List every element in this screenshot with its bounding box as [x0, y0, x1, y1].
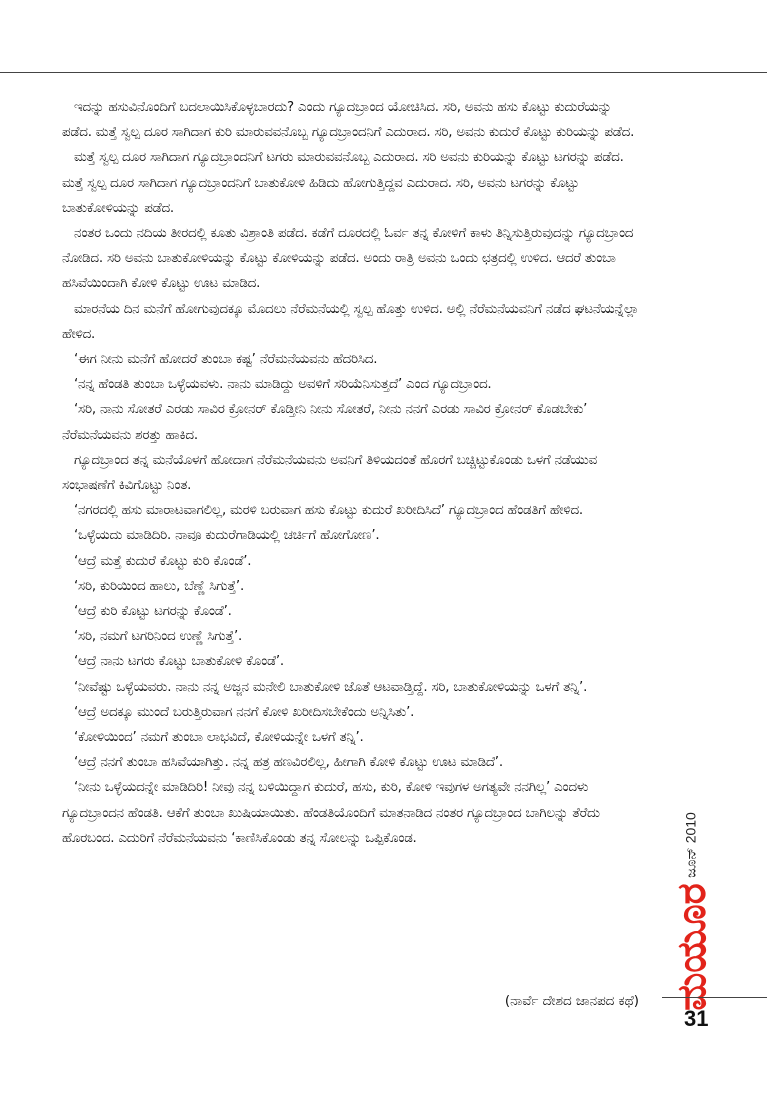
paragraph: ನಂತರ ಒಂದು ನದಿಯ ತೀರದಲ್ಲಿ ಕೂತು ವಿಶ್ರಾಂತಿ ಪಡೆದ. ಕಡೆಗೆ ದೂರದಲ್ಲಿ ಓರ್ವ ತನ್ನ ಕೋಳಿಗೆ ಕಾಳು ತಿನ್ನಿಸುತ್ತಿರುವುದನ್ನು ಗ್ಯೂದಬ್ರಾಂದ ನೋಡಿದ. ಸರಿ ಅವನು ಬಾತುಕೋಳಿಯನ್ನು ಕೊಟ್ಟು ಕೋಳಿಯನ್ನು ಪಡೆದ. ಅಂದು ರಾತ್ರಿ ಅವನು ಒಂದು ಛತ್ರದಲ್ಲಿ ಉಳಿದ. ಆದರೆ ತುಂಬಾ ಹಸಿವೆಯಿಂದಾಗಿ ಕೋಳಿ ಕೊಟ್ಟು ಊಟ ಮಾಡಿದ.	[62, 226, 634, 292]
issue-date-text: ಜೂನ್ 2010	[682, 812, 699, 878]
paragraph: ಮಾರನೆಯ ದಿನ ಮನೆಗೆ ಹೋಗುವುದಕ್ಕೂ ಮೊದಲು ನೆರೆಮನೆಯಲ್ಲಿ ಸ್ವಲ್ಪ ಹೊತ್ತು ಉಳಿದ. ಅಲ್ಲಿ ನೆರೆಮನೆಯವನಿಗೆ ನಡೆದ ಘಟನೆಯನ್ನೆಲ್ಲಾ ಹೇಳಿದ.	[62, 301, 639, 342]
paragraph: ಮತ್ತೆ ಸ್ವಲ್ಪ ದೂರ ಸಾಗಿದಾಗ ಗ್ಯೂದಬ್ರಾಂದನಿಗೆ ಟಗರು ಮಾರುವವನೊಬ್ಬ ಎದುರಾದ. ಸರಿ ಅವನು ಕುರಿಯನ್ನು ಕೊಟ್ಟು ಟಗರನ್ನು ಪಡೆದ. ಮತ್ತೆ ಸ್ವಲ್ಪ ದೂರ ಸಾಗಿದಾಗ ಗ್ಯೂದಬ್ರಾಂದನಿಗೆ ಬಾತುಕೋಳಿ ಹಿಡಿದು ಹೋಗುತ್ತಿದ್ದವ ಎದುರಾದ. ಸರಿ, ಅವನು ಟಗರನ್ನು ಕೊಟ್ಟು ಬಾತುಕೋಳಿಯನ್ನು ಪಡೆದ.	[62, 150, 624, 216]
paragraph: ಇದನ್ನು ಹಸುವಿನೊಂದಿಗೆ ಬದಲಾಯಿಸಿಕೊಳ್ಳಬಾರದು? ಎಂದು ಗ್ಯೂದಬ್ರಾಂದ ಯೋಚಿಸಿದ. ಸರಿ, ಅವನು ಹಸು ಕೊಟ್ಟು ಕುದುರೆಯನ್ನು ಪಡೆದ. ಮತ್ತೆ ಸ್ವಲ್ಪ ದೂರ ಸಾಗಿದಾಗ ಕುರಿ ಮಾರುವವನೊಬ್ಬ ಗ್ಯೂದಬ್ರಾಂದನಿಗೆ ಎದುರಾದ. ಸರಿ, ಅವನು ಕುದುರೆ ಕೊಟ್ಟು ಕುರಿಯನ್ನು ಪಡೆದ.	[62, 100, 635, 141]
issue-date	[676, 800, 706, 890]
page-number: 31	[684, 1006, 709, 1031]
paragraph: ‘ನೀವೆಷ್ಟು ಒಳ್ಳೆಯವರು. ನಾನು ನನ್ನ ಅಜ್ಜನ ಮನೇಲಿ ಬಾತುಕೋಳಿ ಜೊತೆ ಆಟವಾಡ್ತಿದ್ದೆ. ಸರಿ, ಬಾತುಕೋಳಿಯನ್ನು ಒಳಗೆ ತನ್ನಿ’.	[74, 679, 588, 695]
paragraph: ‘ಆದ್ರೆ ಕುರಿ ಕೊಟ್ಟು ಟಗರನ್ನು ಕೊಂಡೆ’.	[74, 604, 232, 620]
paragraph: ‘ಆದ್ರೆ ನನಗೆ ತುಂಬಾ ಹಸಿವೆಯಾಗಿತ್ತು. ನನ್ನ ಹತ್ರ ಹಣವಿರಲಿಲ್ಲ, ಹೀಗಾಗಿ ಕೋಳಿ ಕೊಟ್ಟು ಊಟ ಮಾಡಿದೆ’.	[74, 755, 503, 771]
top-rule	[0, 72, 767, 73]
paragraph: ‘ನಗರದಲ್ಲಿ ಹಸು ಮಾರಾಟವಾಗಲಿಲ್ಲ, ಮರಳಿ ಬರುವಾಗ ಹಸು ಕೊಟ್ಟು ಕುದುರೆ ಖರೀದಿಸಿದೆ’ ಗ್ಯೂದಬ್ರಾಂದ ಹೆಂಡತಿಗೆ ಹೇಳಿದ.	[74, 503, 583, 519]
paragraph: ‘ಆದ್ರೆ ಮತ್ತೆ ಕುದುರೆ ಕೊಟ್ಟು ಕುರಿ ಕೊಂಡೆ’.	[74, 553, 252, 569]
paragraph: ‘ಸರಿ, ನಾನು ಸೋತರೆ ಎರಡು ಸಾವಿರ ಕ್ರೋನರ್ ಕೊಡ್ತೀನಿ ನೀನು ಸೋತರೆ, ನೀನು ನನಗೆ ಎರಡು ಸಾವಿರ ಕ್ರೋನರ್ ಕೊಡಬೇಕು’ ನೆರೆಮನೆಯವನು ಶರತ್ತು ಹಾಕಿದ.	[62, 402, 588, 443]
paragraph: ‘ಸರಿ, ನಮಗೆ ಟಗರಿನಿಂದ ಉಣ್ಣೆ ಸಿಗುತ್ತೆ’.	[74, 629, 243, 645]
magazine-logo-text: ಮಯೂರ	[669, 883, 715, 1011]
paragraph: ‘ನೀನು ಒಳ್ಳೆಯದನ್ನೇ ಮಾಡಿದಿರಿ! ನೀವು ನನ್ನ ಬಳಿಯಿದ್ದಾಗ ಕುದುರೆ, ಹಸು, ಕುರಿ, ಕೋಳಿ ಇವುಗಳ ಅಗತ್ಯವೇ ನನಗಿಲ್ಲ’ ಎಂದಳು ಗ್ಯೂದಬ್ರಾಂದನ ಹೆಂಡತಿ. ಆಕೆಗೆ ತುಂಬಾ ಖುಷಿಯಾಯಿತು. ಹೆಂಡತಿಯೊಂದಿಗೆ ಮಾತನಾಡಿದ ನಂತರ ಗ್ಯೂದಬ್ರಾಂದ ಬಾಗಿಲನ್ನು ತೆರೆದು ಹೊರಬಂದ. ಎದುರಿಗೆ ನೆರೆಮನೆಯವನು ‘ಕಾಣಿಸಿಕೊಂಡು ತನ್ನ ಸೋಲನ್ನು ಒಪ್ಪಿಕೊಂಡ.	[62, 780, 600, 846]
paragraph: ‘ಈಗ ನೀನು ಮನೆಗೆ ಹೋದರೆ ತುಂಬಾ ಕಷ್ಟ’ ನೆರೆಮನೆಯವನು ಹೆದರಿಸಿದ.	[74, 352, 378, 368]
paragraph: ‘ಕೋಳಿಯಿಂದ’ ನಮಗೆ ತುಂಬಾ ಲಾಭವಿದೆ, ಕೋಳಿಯನ್ನೇ ಒಳಗೆ ತನ್ನಿ’.	[74, 730, 364, 746]
paragraph: ‘ನನ್ನ ಹೆಂಡತಿ ತುಂಬಾ ಒಳ್ಳೆಯವಳು. ನಾನು ಮಾಡಿದ್ದು ಅವಳಿಗೆ ಸರಿಯೆನಿಸುತ್ತದೆ’ ಎಂದ ಗ್ಯೂದಬ್ರಾಂದ.	[74, 377, 492, 393]
article-body	[62, 95, 642, 851]
paragraph: ‘ಆದ್ರೆ ನಾನು ಟಗರು ಕೊಟ್ಟು ಬಾತುಕೋಳಿ ಕೊಂಡೆ’.	[74, 654, 284, 670]
paragraph: ಗ್ಯೂದಬ್ರಾಂದ ತನ್ನ ಮನೆಯೊಳಗೆ ಹೋದಾಗ ನೆರೆಮನೆಯವನು ಅವನಿಗೆ ತಿಳಿಯದಂತೆ ಹೊರಗೆ ಬಚ್ಚಿಟ್ಟುಕೊಂಡು ಒಳಗೆ ನಡೆಯುವ ಸಂಭಾಷಣೆಗೆ ಕಿವಿಗೊಟ್ಟು ನಿಂತ.	[62, 452, 597, 494]
paragraph: ‘ಆದ್ರೆ ಅದಕ್ಕೂ ಮುಂದೆ ಬರುತ್ತಿರುವಾಗ ನನಗೆ ಕೋಳಿ ಖರೀದಿಸಬೇಕೆಂದು ಅನ್ನಿಸಿತು’.	[74, 704, 415, 720]
footer-rule	[662, 997, 767, 998]
paragraph: ‘ಒಳ್ಳೆಯದು ಮಾಡಿದಿರಿ. ನಾವೂ ಕುದುರೆಗಾಡಿಯಲ್ಲಿ ಚರ್ಚಿಗೆ ಹೋಗೋಣ’.	[74, 528, 380, 544]
paragraph: ‘ಸರಿ, ಕುರಿಯಿಂದ ಹಾಲು, ಬೆಣ್ಣೆ ಸಿಗುತ್ತೆ’.	[74, 578, 245, 594]
story-credit: (ನಾರ್ವೆ ದೇಶದ ಜಾನಪದ ಕಥೆ)	[504, 994, 639, 1009]
magazine-logo	[666, 883, 718, 1011]
